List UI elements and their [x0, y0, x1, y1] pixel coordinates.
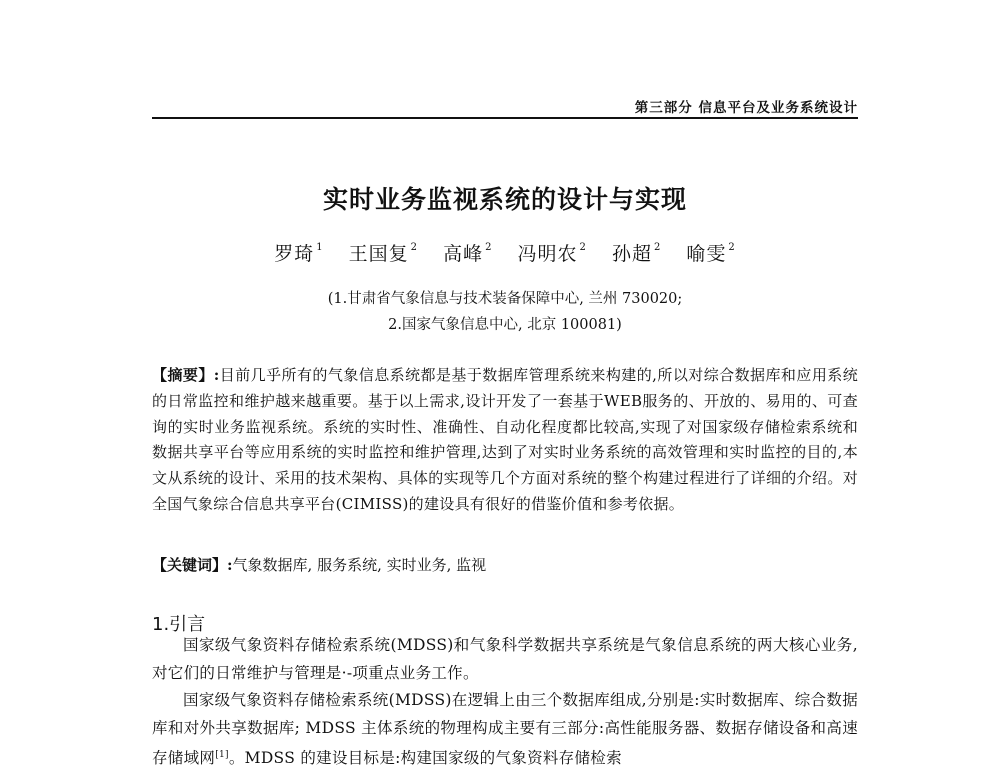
abstract-text: 目前几乎所有的气象信息系统都是基于数据库管理系统来构建的,所以对综合数据库和应用系统的日常监控和维护越来越重要。基于以上需求,设计开发了一套基于WEB服务的、开放的、易用的、可查询的实时业务监视系统。系统的实时性、准确性、自动化程度都比较高,实现了对国家级存储检索系统和数据共享平台等应用系统的实时监控和维护管理,达到了对实时业务系统的高效管理和实时监控的目的,本文从系统的设计、采用的技术架构、具体的实现等几个方面对系统的整个构建过程进行了详细的介绍。对全国气象综合信息共享平台(CIMISS)的建设具有很好的借鉴价值和参考依据。 [152, 366, 859, 513]
paragraph: 国家级气象资料存储检索系统(MDSS)和气象科学数据共享系统是气象信息系统的两大核心业务,对它们的日常维护与管理是·-项重点业务工作。 [152, 636, 858, 682]
author-name: 王国复 [348, 243, 409, 265]
citation-ref: [1] [215, 750, 229, 760]
section-body [152, 632, 858, 773]
author [443, 243, 492, 265]
abstract-label: 【摘要】: [152, 366, 220, 384]
keywords-text: 气象数据库, 服务系统, 实时业务, 监视 [232, 556, 487, 574]
author-list [152, 239, 858, 266]
running-header: 第三部分 信息平台及业务系统设计 [634, 100, 858, 116]
affiliation-line: 2.国家气象信息中心, 北京 100081) [388, 317, 622, 333]
author-name: 罗琦 [274, 243, 315, 265]
author [518, 243, 587, 265]
author-name: 孙超 [611, 243, 652, 265]
author-name: 冯明农 [517, 243, 578, 265]
author-affiliation-mark: 1 [316, 241, 324, 253]
author-affiliation-mark: 2 [728, 241, 736, 253]
author-name: 喻雯 [686, 243, 727, 265]
author-affiliation-mark: 2 [485, 241, 493, 253]
author [612, 243, 661, 265]
section-heading: 1.引言 [152, 614, 206, 635]
keywords [152, 554, 858, 575]
author-affiliation-mark: 2 [653, 241, 662, 253]
affiliation-line: (1.甘肃省气象信息与技术装备保障中心, 兰州 730020; [327, 291, 683, 307]
paragraph-text: 国家级气象资料存储检索系统(MDSS)在逻辑上由三个数据库组成,分别是:实时数据库、综合数据库和对外共享数据库; MDSS 主体系统的物理构成主要有三部分:高性能服务器、数据存储设备和高速存储域网 [152, 691, 858, 768]
author-affiliation-mark: 2 [410, 241, 419, 253]
paragraph-text: 。MDSS 的建设目标是:构建国家级的气象资料存储检索 [228, 749, 622, 768]
paper-title: 实时业务监视系统的设计与实现 [322, 185, 687, 214]
keywords-label: 【关键词】: [152, 556, 233, 574]
abstract [152, 363, 858, 518]
author [274, 243, 323, 265]
author [349, 243, 418, 265]
author-name: 高峰 [443, 243, 484, 265]
header-rule [152, 117, 858, 119]
author-affiliation-mark: 2 [579, 241, 587, 253]
author [686, 243, 735, 265]
